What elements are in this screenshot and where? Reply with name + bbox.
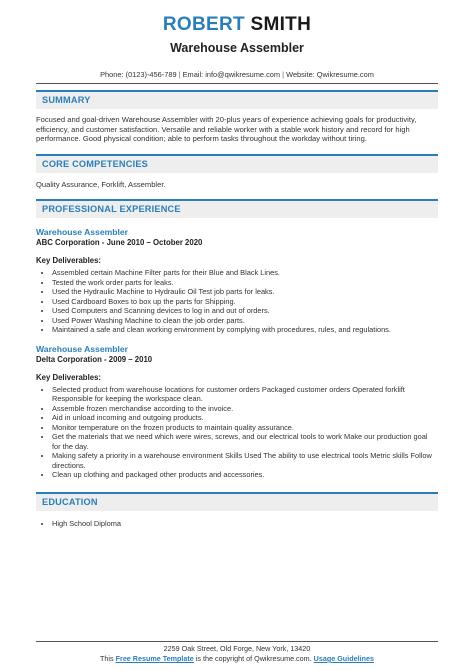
job-title-heading: Warehouse Assembler [170, 41, 304, 55]
job-company: Delta Corporation - 2009 – 2010 [36, 354, 153, 364]
contact-line [36, 70, 438, 80]
candidate-name [36, 0, 438, 36]
list-item: • Used Cardboard Boxes to box up the parts for Shipping. [52, 297, 438, 307]
deliverables-label: Key Deliverables: [36, 372, 102, 382]
list-item: • Used Power Washing Machine to clean the job order parts. [52, 316, 438, 326]
deliverables-list [36, 268, 438, 335]
phone-text: Phone: (0123)-456-789 [100, 70, 177, 79]
footer-middle: is the copyright of Qwikresume.com. [195, 654, 312, 663]
list-item: • Monitor temperature on the frozen products to maintain quality assurance. [52, 423, 438, 433]
list-item: • Used Computers and Scanning devices to log in and out of orders. [52, 306, 438, 316]
footer [0, 641, 474, 664]
list-item: • Used the Hydraulic Machine to Hydraulic Oil Test job parts for leaks. [52, 287, 438, 297]
list-item: • Clean up clothing and packaged other products and accessories. [52, 470, 438, 480]
footer-rule [36, 641, 438, 642]
first-name: ROBERT [162, 14, 245, 35]
deliverables-label: Key Deliverables: [36, 256, 102, 266]
footer-copyright [0, 654, 474, 664]
list-item: • Aid in unload incoming and outgoing products. [52, 413, 438, 423]
competencies-text: Quality Assurance, Forklift, Assembler. [36, 179, 166, 189]
competencies-heading: CORE COMPETENCIES [36, 154, 438, 173]
footer-address: 2259 Oak Street, Old Forge, New York, 13420 [163, 644, 311, 653]
summary-text: Focused and goal-driven Warehouse Assembler with 20-plus years of experience achieving goals for productivity, efficiency, and customer satisfaction. Versatile and reliable worker with a stable work history and record for high performance. Good physical condition; able to perform tasks throughout the workday without tiring. [36, 115, 417, 144]
last-name: SMITH [250, 14, 312, 35]
separator: | [282, 70, 285, 79]
list-item: • Tested the work order parts for leaks. [52, 278, 438, 288]
education-heading: EDUCATION [36, 492, 438, 511]
job-entry [36, 227, 438, 335]
job-company: ABC Corporation - June 2010 – October 2020 [36, 238, 203, 248]
email-text[interactable]: Email: info@qwikresume.com [182, 70, 281, 79]
job-title: Warehouse Assembler [36, 227, 129, 238]
list-item: • Making safety a priority in a warehouse environment Skills Used The ability to use electrical tools Metric skills Follow directions. [52, 451, 438, 470]
job-title: Warehouse Assembler [36, 343, 129, 354]
header-rule [36, 83, 438, 84]
deliverables-list [36, 385, 438, 480]
job-entry [36, 344, 438, 480]
website-text[interactable]: Website: Qwikresume.com [286, 70, 374, 79]
summary-heading: SUMMARY [36, 90, 438, 109]
experience-heading: PROFESSIONAL EXPERIENCE [36, 199, 438, 218]
footer-prefix: This [100, 654, 114, 663]
list-item: • Assemble frozen merchandise according to the invoice. [52, 404, 438, 414]
separator: | [178, 70, 181, 79]
usage-guidelines-link[interactable]: Usage Guidelines [313, 654, 374, 663]
education-list [36, 519, 438, 529]
list-item: • High School Diploma [52, 519, 438, 529]
list-item: • Assembled certain Machine Filter parts for their Blue and Black Lines. [52, 268, 438, 278]
list-item: • Selected product from warehouse locations for customer orders Packaged customer orders Operated forklift Responsible for keeping the workspace clean. [52, 385, 438, 404]
list-item: • Maintained a safe and clean working environment by complying with procedures, rules, and regulations. [52, 325, 438, 335]
list-item: • Get the materials that we need which were wires, screws, and our electrical tools to work Make our production goal for the day. [52, 432, 438, 451]
free-resume-template-link[interactable]: Free Resume Template [115, 654, 194, 663]
